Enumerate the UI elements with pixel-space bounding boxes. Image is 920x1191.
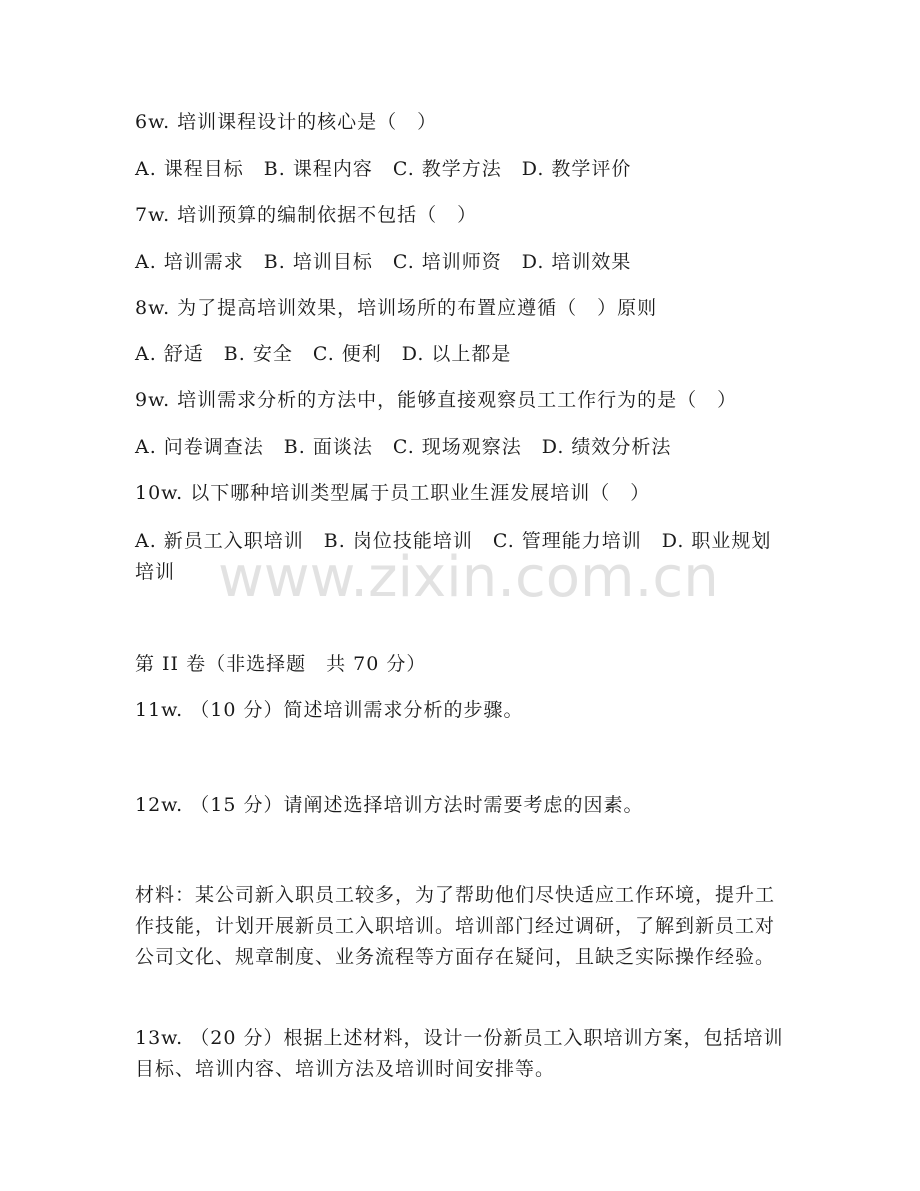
section-2-title: 第 II 卷（非选择题 共 70 分） bbox=[135, 653, 427, 675]
question-10-options: A. 新员工入职培训 B. 岗位技能培训 C. 管理能力培训 D. 职业规划培训 bbox=[135, 530, 772, 583]
question-11: 11w. （10 分）简述培训需求分析的步骤。 bbox=[135, 699, 524, 721]
question-9-stem: 9w. 培训需求分析的方法中，能够直接观察员工工作行为的是（ ） bbox=[135, 389, 738, 411]
question-9-options: A. 问卷调查法 B. 面谈法 C. 现场观察法 D. 绩效分析法 bbox=[135, 436, 672, 458]
question-6-options: A. 课程目标 B. 课程内容 C. 教学方法 D. 教学评价 bbox=[135, 158, 632, 180]
question-7-options: A. 培训需求 B. 培训目标 C. 培训师资 D. 培训效果 bbox=[135, 251, 632, 273]
question-7-stem: 7w. 培训预算的编制依据不包括（ ） bbox=[135, 204, 478, 226]
question-10-stem: 10w. 以下哪种培训类型属于员工职业生涯发展培训（ ） bbox=[135, 482, 651, 504]
question-8-options: A. 舒适 B. 安全 C. 便利 D. 以上都是 bbox=[135, 343, 512, 365]
question-6-stem: 6w. 培训课程设计的核心是（ ） bbox=[135, 111, 438, 133]
question-12: 12w. （15 分）请阐述选择培训方法时需要考虑的因素。 bbox=[135, 794, 644, 816]
question-8-stem: 8w. 为了提高培训效果，培训场所的布置应遵循（ ）原则 bbox=[135, 297, 658, 319]
watermark: www.zixin.com.cn bbox=[218, 545, 719, 610]
question-13: 13w. （20 分）根据上述材料，设计一份新员工入职培训方案，包括培训目标、培训内容、培训方法及培训时间安排等。 bbox=[135, 1027, 784, 1080]
material-paragraph: 材料：某公司新入职员工较多，为了帮助他们尽快适应工作环境，提升工作技能，计划开展新员工入职培训。培训部门经过调研，了解到新员工对公司文化、规章制度、业务流程等方面存在疑问，且缺乏实际操作经验。 bbox=[135, 884, 776, 968]
